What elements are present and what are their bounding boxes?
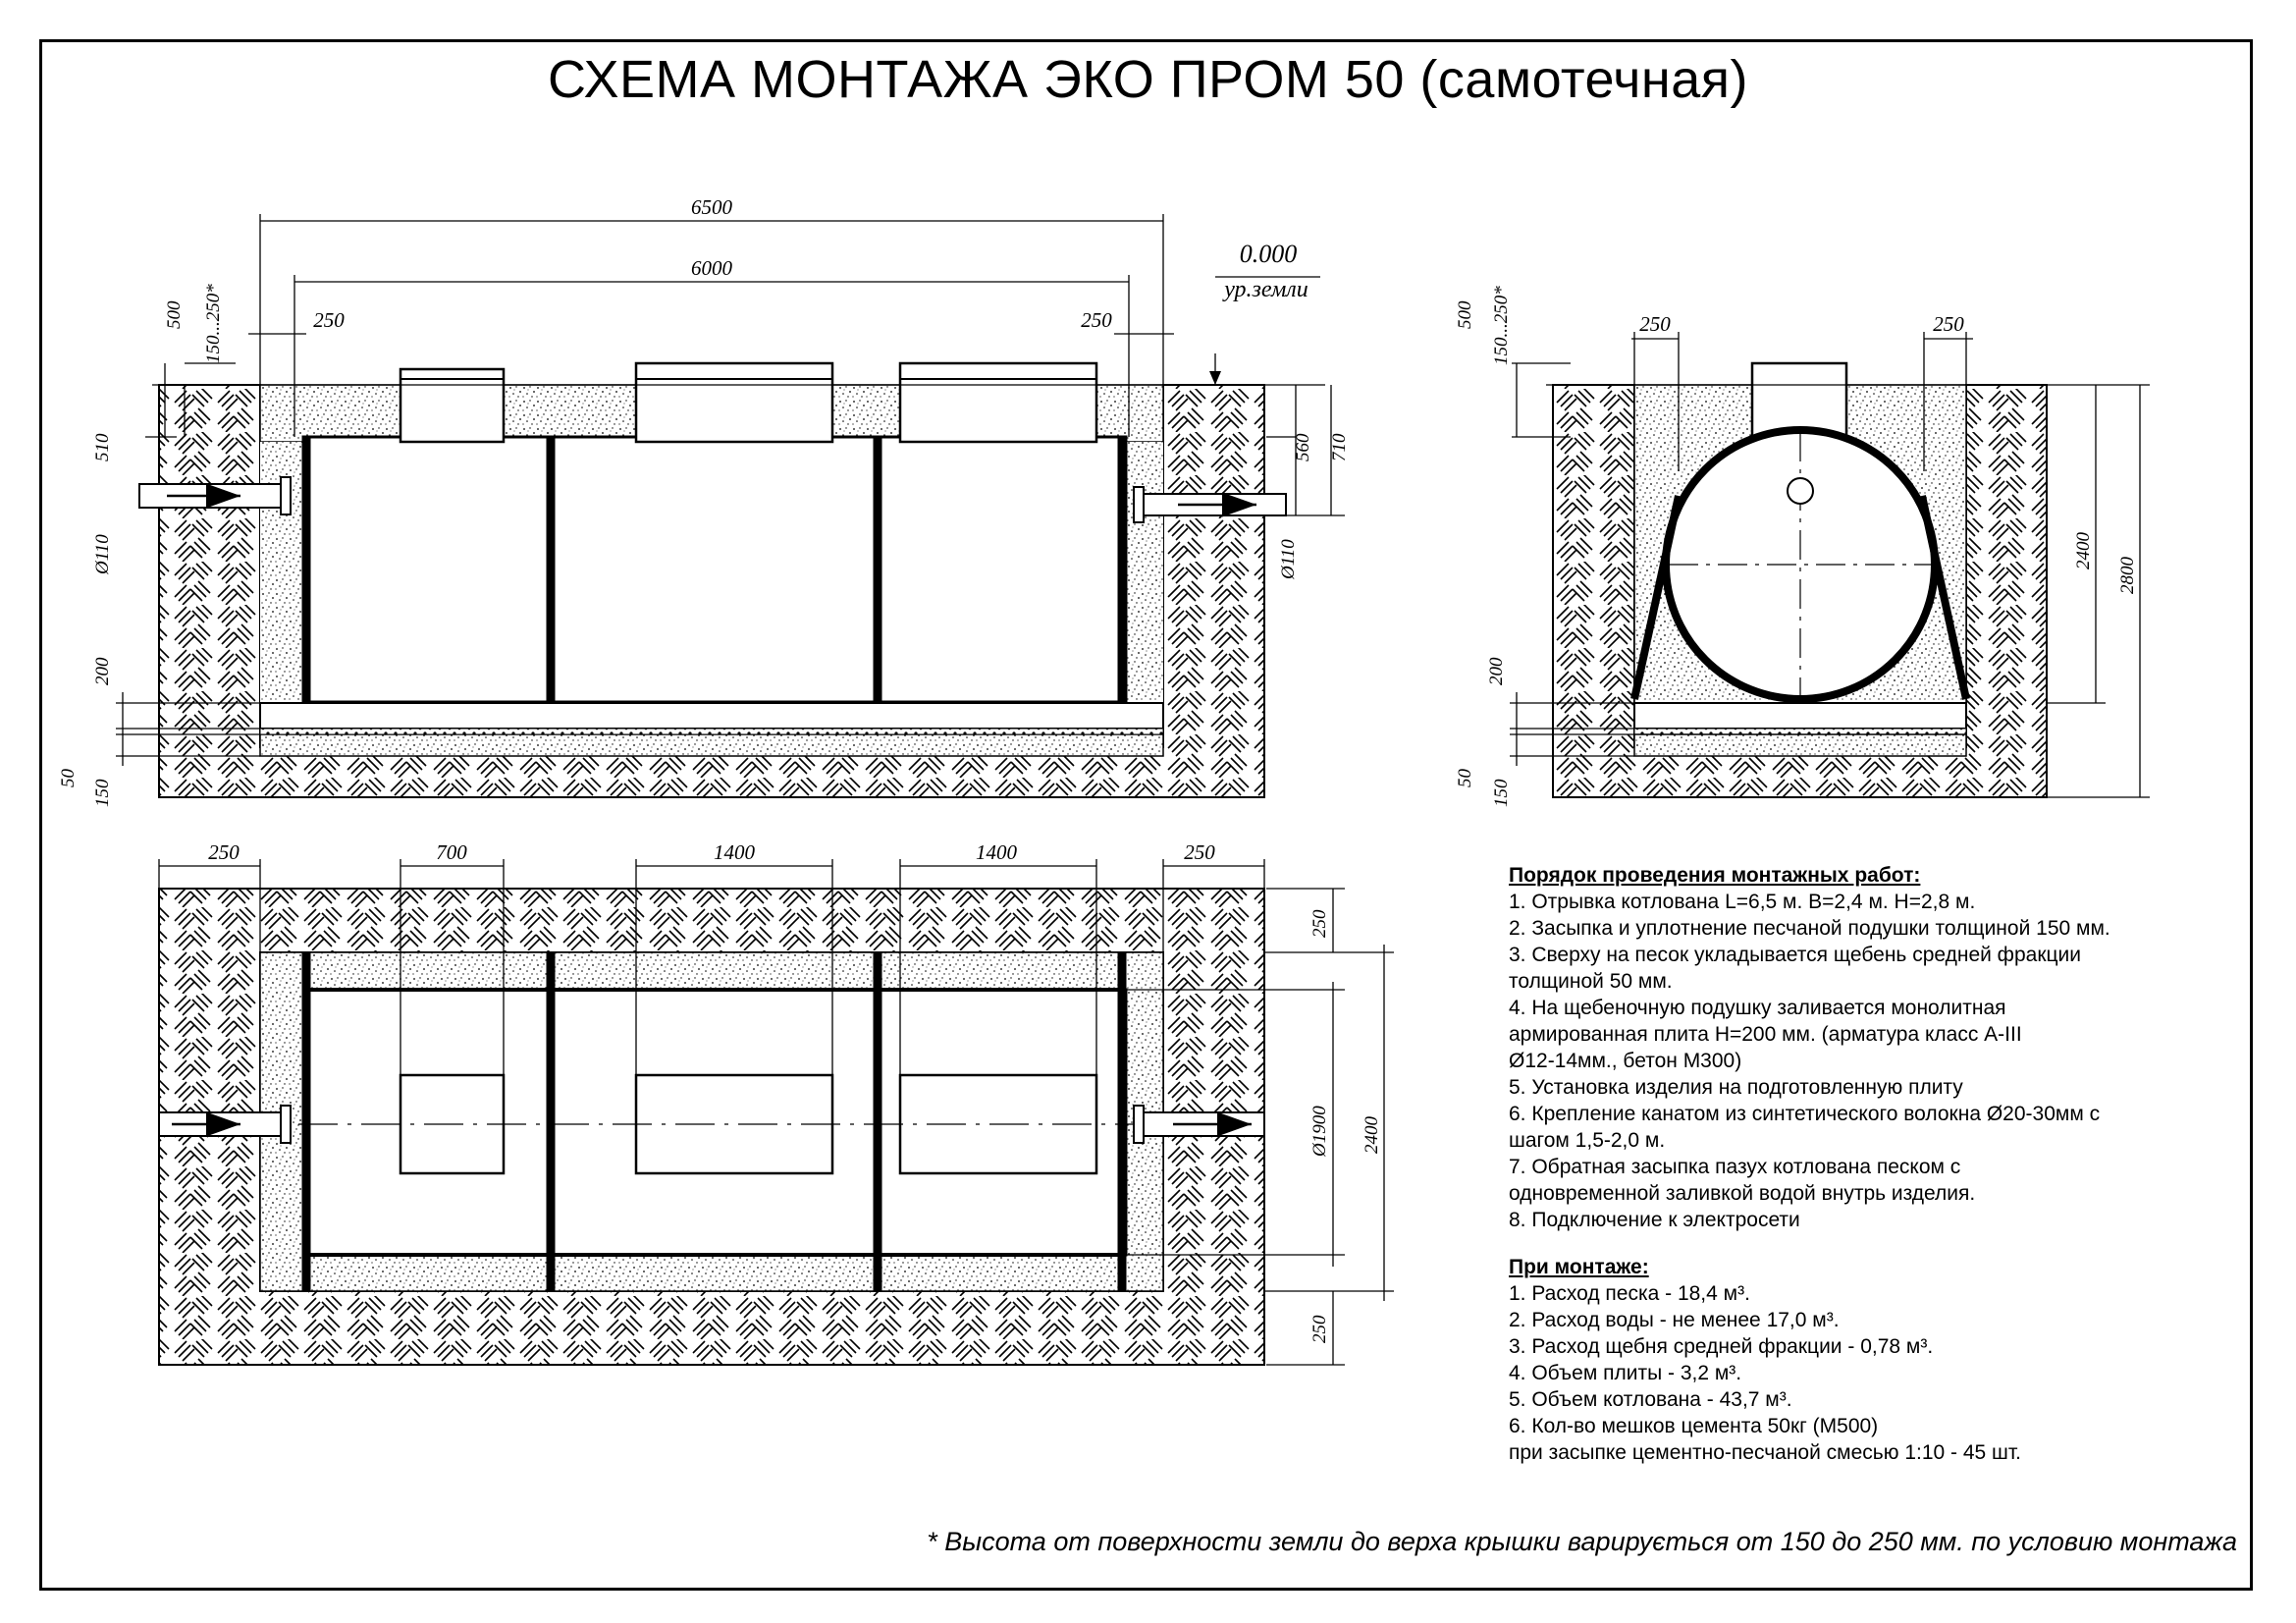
ground-level-label: ур.земли [1224, 277, 1308, 302]
plan-dim-700: 700 [436, 840, 467, 864]
mounting-line: 4. Объем плиты - 3,2 м³. [1509, 1362, 1742, 1384]
drawing-title: СХЕМА МОНТАЖА ЭКО ПРОМ 50 (самотечная) [547, 50, 1748, 109]
footnote: * Высота от поверхности земли до верха крышки варирується от 150 до 250 мм. по условию монтажа [927, 1527, 2237, 1556]
dim-50: 50 [58, 769, 79, 787]
dim-200: 200 [92, 657, 113, 685]
works-line: армированная плита Н=200 мм. (арматура класс А-III [1509, 1023, 2022, 1046]
works-line: толщиной 50 мм. [1509, 970, 1673, 993]
plan-dim-1900: Ø1900 [1309, 1106, 1330, 1157]
cross-dim-150: 150 [1491, 779, 1512, 807]
dim-510: 510 [92, 433, 113, 461]
cross-dim-2800: 2800 [2117, 557, 2138, 594]
concrete-slab [260, 703, 1163, 729]
works-line: 6. Крепление канатом из синтетического волокна Ø20-30мм с [1509, 1103, 2101, 1125]
ground-level-value: 0.000 [1239, 240, 1298, 268]
mounting-line: 2. Расход воды - не менее 17,0 м³. [1509, 1309, 1840, 1331]
dim-250-right: 250 [1081, 308, 1112, 332]
mounting-line: 3. Расход щебня средней фракции - 0,78 м³. [1509, 1335, 1934, 1358]
dim-110-left: Ø110 [92, 534, 113, 574]
works-line: Ø12-14мм., бетон М300) [1509, 1050, 1742, 1072]
tank-neck-1 [400, 369, 504, 442]
cross-dim-250-right: 250 [1933, 312, 1964, 336]
works-line: 1. Отрывка котлована L=6,5 м. В=2,4 м. Н=2,8 м. [1509, 891, 1976, 913]
dim-150-250: 150...250* [203, 284, 224, 363]
dim-250-left: 250 [313, 308, 345, 332]
tank-neck-3 [900, 363, 1096, 442]
works-line: 3. Сверху на песок укладывается щебень средней фракции [1509, 944, 2081, 966]
cross-dim-250-left: 250 [1639, 312, 1671, 336]
mounting-line: при засыпке цементно-песчаной смесью 1:10 - 45 шт. [1509, 1441, 2022, 1464]
works-header: Порядок проведения монтажных работ: [1509, 864, 1921, 887]
cross-dim-50: 50 [1455, 769, 1475, 787]
works-line: одновременной заливкой водой внутрь изделия. [1509, 1182, 1976, 1205]
dim-500: 500 [164, 300, 185, 329]
plan-dim-250-top: 250 [1309, 909, 1330, 938]
dim-110-right: Ø110 [1278, 539, 1299, 579]
mounting-line: 6. Кол-во мешков цемента 50кг (М500) [1509, 1415, 1879, 1437]
cross-dim-200: 200 [1486, 657, 1507, 685]
mounting-line: 1. Расход песка - 18,4 м³. [1509, 1282, 1750, 1305]
tank-body [303, 437, 1126, 702]
dim-150: 150 [92, 779, 113, 807]
mounting-notes [1509, 1254, 2021, 1466]
plan-view [159, 840, 1394, 1365]
mounting-line: 5. Объем котлована - 43,7 м³. [1509, 1388, 1792, 1411]
cross-dim-150-250: 150...250* [1491, 286, 1512, 365]
dim-560: 560 [1293, 433, 1313, 461]
plan-dim-2400: 2400 [1362, 1116, 1382, 1154]
plan-dim-250-left: 250 [208, 840, 240, 864]
tank-neck-2 [636, 363, 832, 442]
plan-dim-250-bottom: 250 [1309, 1315, 1330, 1343]
dim-6000: 6000 [691, 256, 732, 280]
works-notes [1509, 862, 2110, 1233]
dim-710: 710 [1329, 433, 1350, 461]
mounting-header: При монтаже: [1509, 1256, 1649, 1278]
cross-dim-2400: 2400 [2073, 532, 2094, 569]
works-line: 5. Установка изделия на подготовленную плиту [1509, 1076, 1963, 1099]
works-line: шагом 1,5-2,0 м. [1509, 1129, 1666, 1152]
longitudinal-section [58, 195, 1350, 807]
sand-cushion [260, 734, 1163, 756]
dim-6500: 6500 [691, 195, 732, 219]
plan-dim-250-right: 250 [1184, 840, 1215, 864]
plan-dim-1400-a: 1400 [714, 840, 755, 864]
works-line: 7. Обратная засыпка пазух котлована песком с [1509, 1156, 1961, 1178]
gravel-layer [260, 729, 1163, 734]
cross-section [1455, 286, 2150, 807]
works-line: 4. На щебеночную подушку заливается монолитная [1509, 997, 2006, 1019]
works-line: 8. Подключение к электросети [1509, 1209, 1800, 1231]
works-line: 2. Засыпка и уплотнение песчаной подушки толщиной 150 мм. [1509, 917, 2110, 940]
cross-dim-500: 500 [1455, 300, 1475, 329]
plan-dim-1400-b: 1400 [976, 840, 1017, 864]
